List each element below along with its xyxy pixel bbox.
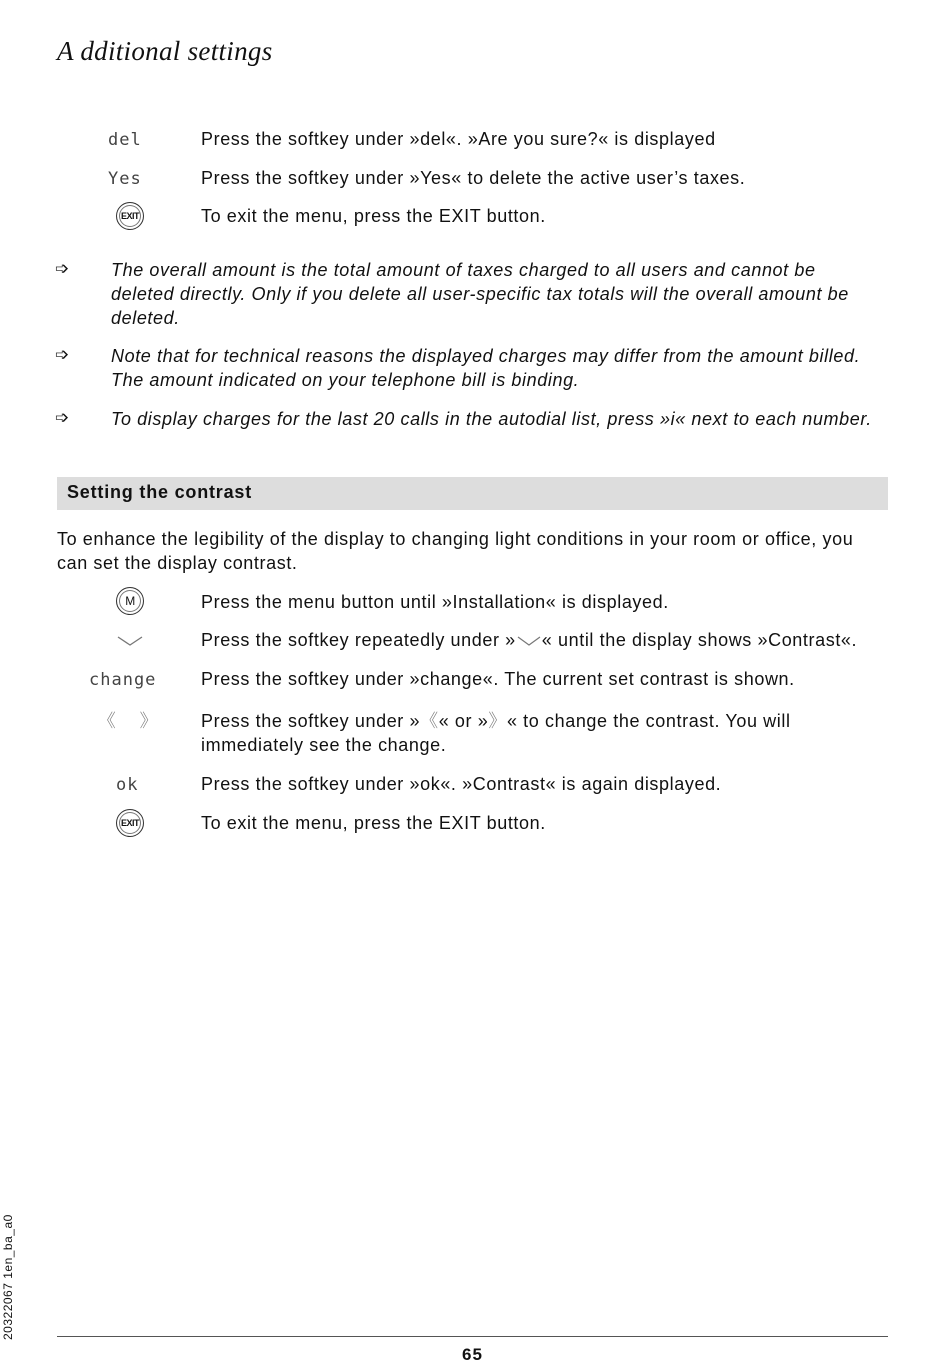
step-text: Press the softkey under »change«. The current set contrast is shown. [201,669,795,689]
step-text: Press the menu button until »Installation« is displayed. [201,592,669,612]
step-text: Press the softkey repeatedly under » « until the display shows »Contrast«. [201,630,858,650]
display-softkey-change: change [89,670,157,690]
chevron-left-double-icon: 《 [420,711,439,731]
page-title: A dditional settings [57,36,273,66]
chevron-left-double-icon: 《 [97,711,117,731]
arrow-right-icon: ➩ [55,259,70,278]
chevron-right-double-icon: 》 [488,711,507,731]
step-text: Press the softkey under »《« or »》« to change the contrast. You will immediately see the change. [201,711,791,755]
chevron-down-icon [116,634,144,648]
note-text: The overall amount is the total amount of taxes charged to all users and cannot be deleted directly. Only if you delete all user-specific tax totals will the overall amount be deleted. [111,260,849,328]
step-text: Press the softkey under »del«. »Are you sure?« is displayed [201,129,716,149]
display-softkey-yes: Yes [108,169,142,189]
step-text: To exit the menu, press the EXIT button. [201,206,546,226]
footer-divider [57,1336,888,1337]
menu-button-icon: M [116,587,144,615]
exit-button-icon: EXIT [116,202,144,230]
step-text: Press the softkey under »Yes« to delete the active user’s taxes. [201,168,746,188]
document-code: 20322067 1en_ba_a0 [1,1214,15,1340]
exit-button-icon: EXIT [116,809,144,837]
arrow-right-icon: ➩ [55,345,70,364]
chevron-right-double-icon: 》 [139,711,159,731]
page-number: 65 [462,1345,483,1364]
display-softkey-ok: ok [116,775,139,795]
section-heading [57,477,888,510]
intro-paragraph: To enhance the legibility of the display to changing light conditions in your room or office, you can set the display contrast. [57,529,854,573]
note-text: Note that for technical reasons the displayed charges may differ from the amount billed. The amount indicated on your telephone bill is binding. [111,346,861,390]
display-softkey-del: del [108,130,142,150]
section-title: Setting the contrast [67,482,253,502]
note-text: To display charges for the last 20 calls in the autodial list, press »i« next to each number. [111,409,872,429]
step-text: To exit the menu, press the EXIT button. [201,813,546,833]
chevron-down-icon [516,634,542,648]
step-text: Press the softkey under »ok«. »Contrast« is again displayed. [201,774,722,794]
arrow-right-icon: ➩ [55,408,70,427]
